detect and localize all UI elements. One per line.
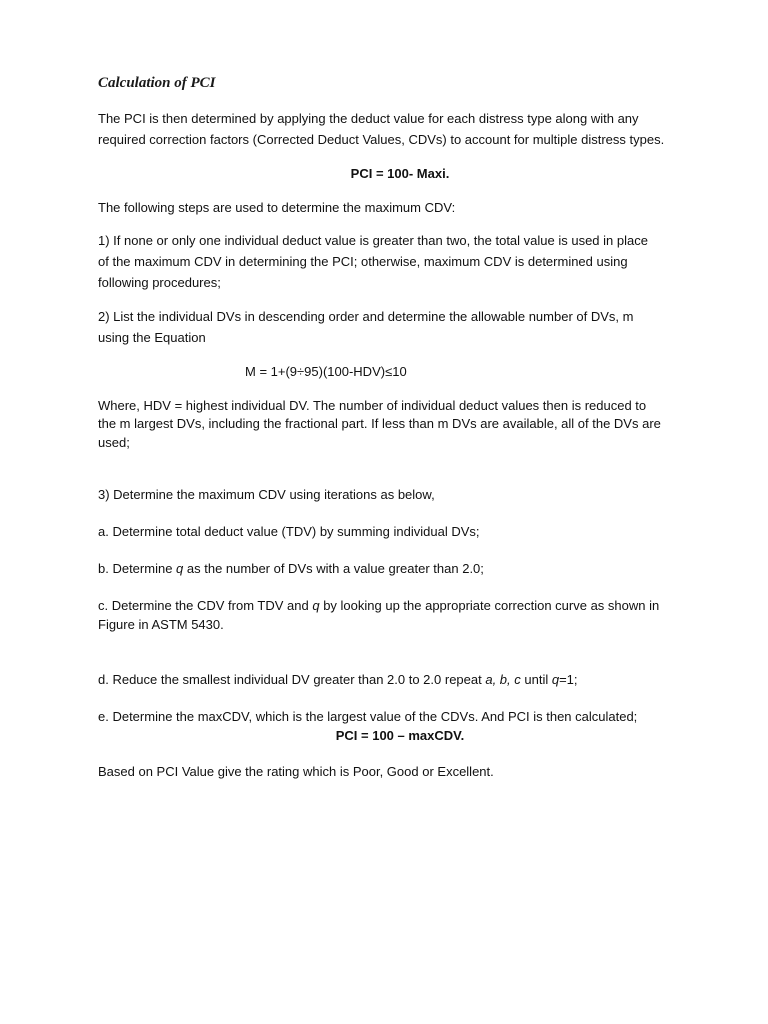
intro-line-2: required correction factors (Corrected Deduct Values, CDVs) to account for multiple distress types. bbox=[98, 132, 665, 147]
step-1-line-3: following procedures; bbox=[98, 275, 221, 290]
where-line-1: Where, HDV = highest individual DV. The number of individual deduct values then is reduced to bbox=[98, 398, 647, 413]
step-c-pre: c. Determine the CDV from TDV and bbox=[98, 598, 313, 613]
step-e: e. Determine the maxCDV, which is the largest value of the CDVs. And PCI is then calculated; bbox=[98, 709, 638, 724]
steps-intro: The following steps are used to determine the maximum CDV: bbox=[98, 200, 456, 215]
step-b bbox=[98, 561, 484, 577]
step-c-var: q bbox=[312, 598, 320, 613]
pci-formula-2: PCI = 100 – maxCDV. bbox=[335, 728, 465, 743]
step-d-mid: until bbox=[520, 672, 552, 687]
step-a: a. Determine total deduct value (TDV) by summing individual DVs; bbox=[98, 524, 480, 539]
step-b-post: as the number of DVs with a value greater than 2.0; bbox=[183, 561, 484, 576]
step-d-q: q bbox=[551, 672, 560, 687]
where-line-3: used; bbox=[98, 435, 130, 450]
step-b-pre: b. Determine bbox=[98, 561, 177, 576]
section-heading: Calculation of PCI bbox=[98, 75, 216, 91]
step-c-line-1 bbox=[98, 598, 659, 614]
intro-line-1: The PCI is then determined by applying the deduct value for each distress type along with any bbox=[98, 111, 639, 126]
where-line-2: the m largest DVs, including the fractional part. If less than m DVs are available, all of the DVs are bbox=[98, 416, 661, 431]
step-d-post: =1; bbox=[559, 672, 578, 687]
step-3: 3) Determine the maximum CDV using iterations as below, bbox=[98, 487, 435, 502]
step-c-post: by looking up the appropriate correction curve as shown in bbox=[319, 598, 660, 613]
pci-formula-1: PCI = 100- Maxi. bbox=[350, 166, 450, 181]
rating-note: Based on PCI Value give the rating which is Poor, Good or Excellent. bbox=[98, 764, 494, 779]
step-d-pre: d. Reduce the smallest individual DV greater than 2.0 to 2.0 repeat bbox=[98, 672, 486, 687]
equation-m: M = 1+(9÷95)(100-HDV)≤10 bbox=[245, 364, 407, 379]
step-1-line-1: 1) If none or only one individual deduct value is greater than two, the total value is used in place bbox=[98, 233, 648, 248]
step-b-var: q bbox=[176, 561, 184, 576]
step-d-vars: a, b, c bbox=[485, 672, 521, 687]
step-2-line-1: 2) List the individual DVs in descending order and determine the allowable number of DVs, m bbox=[98, 309, 634, 324]
step-1-line-2: of the maximum CDV in determining the PCI; otherwise, maximum CDV is determined using bbox=[98, 254, 628, 269]
step-d bbox=[98, 672, 578, 688]
step-2-line-2: using the Equation bbox=[98, 330, 206, 345]
step-c-line-2: Figure in ASTM 5430. bbox=[98, 617, 224, 632]
